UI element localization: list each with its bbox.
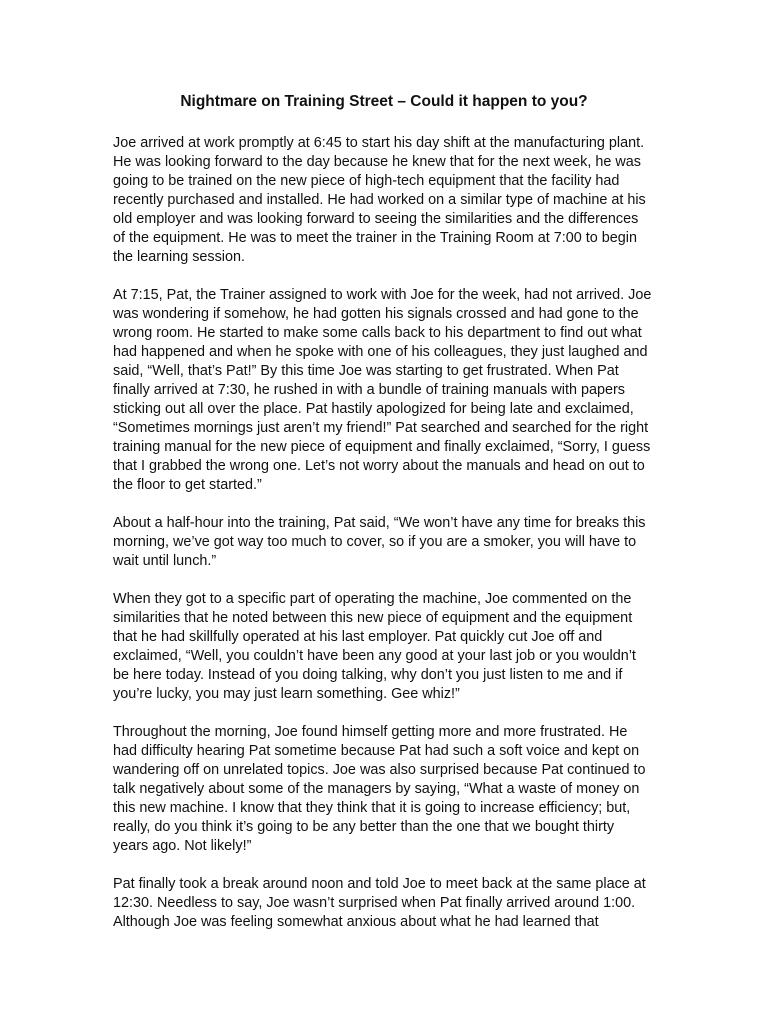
paragraph-3: About a half-hour into the training, Pat said, “We won’t have any time for breaks this morning, we’ve got way too much to cover, so if you are a smoker, you will have to wait until lunch.” xyxy=(113,515,646,569)
paragraph-5: Throughout the morning, Joe found himself getting more and more frustrated. He had difficulty hearing Pat sometime because Pat had such a soft voice and kept on wandering off on unrelated topics. Joe was also surprised because Pat continued to talk negatively about some of the managers by saying, “What a waste of money on this new machine. I know that they think that it is going to increase efficiency; but, really, do you think it’s going to be any better than the one that we bought thirty years ago. Not likely!” xyxy=(113,724,646,854)
paragraph-6: Pat finally took a break around noon and told Joe to meet back at the same place at 12:30. Needless to say, Joe wasn’t surprised when Pat finally arrived around 1:00. Although Joe was feeling somewhat anxious about what he had learned that xyxy=(113,876,646,930)
document-title: Nightmare on Training Street – Could it happen to you? xyxy=(180,93,588,110)
paragraph-1: Joe arrived at work promptly at 6:45 to start his day shift at the manufacturing plant. He was looking forward to the day because he knew that for the next week, he was going to be trained on the new piece of high-tech equipment that the facility had recently purchased and installed. He had worked on a similar type of machine at his old employer and was looking forward to seeing the similarities and the differences of the equipment. He was to meet the trainer in the Training Room at 7:00 to begin the learning session. xyxy=(113,135,646,265)
paragraph-2: At 7:15, Pat, the Trainer assigned to work with Joe for the week, had not arrived. Joe was wondering if somehow, he had gotten his signals crossed and had gone to the wrong room. He started to make some calls back to his department to find out what had happened and when he spoke with one of his colleagues, they just laughed and said, “Well, that’s Pat!” By this time Joe was starting to get frustrated. When Pat finally arrived at 7:30, he rushed in with a bundle of training manuals with papers sticking out all over the place. Pat hastily apologized for being late and exclaimed, “Sometimes mornings just aren’t my friend!” Pat searched and searched for the right training manual for the new piece of equipment and finally exclaimed, “Sorry, I guess that I grabbed the wrong one. Let’s not worry about the manuals and head on out to the floor to get started.” xyxy=(113,287,652,493)
paragraph-4: When they got to a specific part of operating the machine, Joe commented on the similarities that he noted between this new piece of equipment and the equipment that he had skillfully operated at his last employer. Pat quickly cut Joe off and exclaimed, “Well, you couldn’t have been any good at your last job or you wouldn’t be here today. Instead of you doing talking, why don’t you just listen to me and if you’re lucky, you may just learn something. Gee whiz!” xyxy=(113,591,636,702)
document-body xyxy=(113,134,658,951)
